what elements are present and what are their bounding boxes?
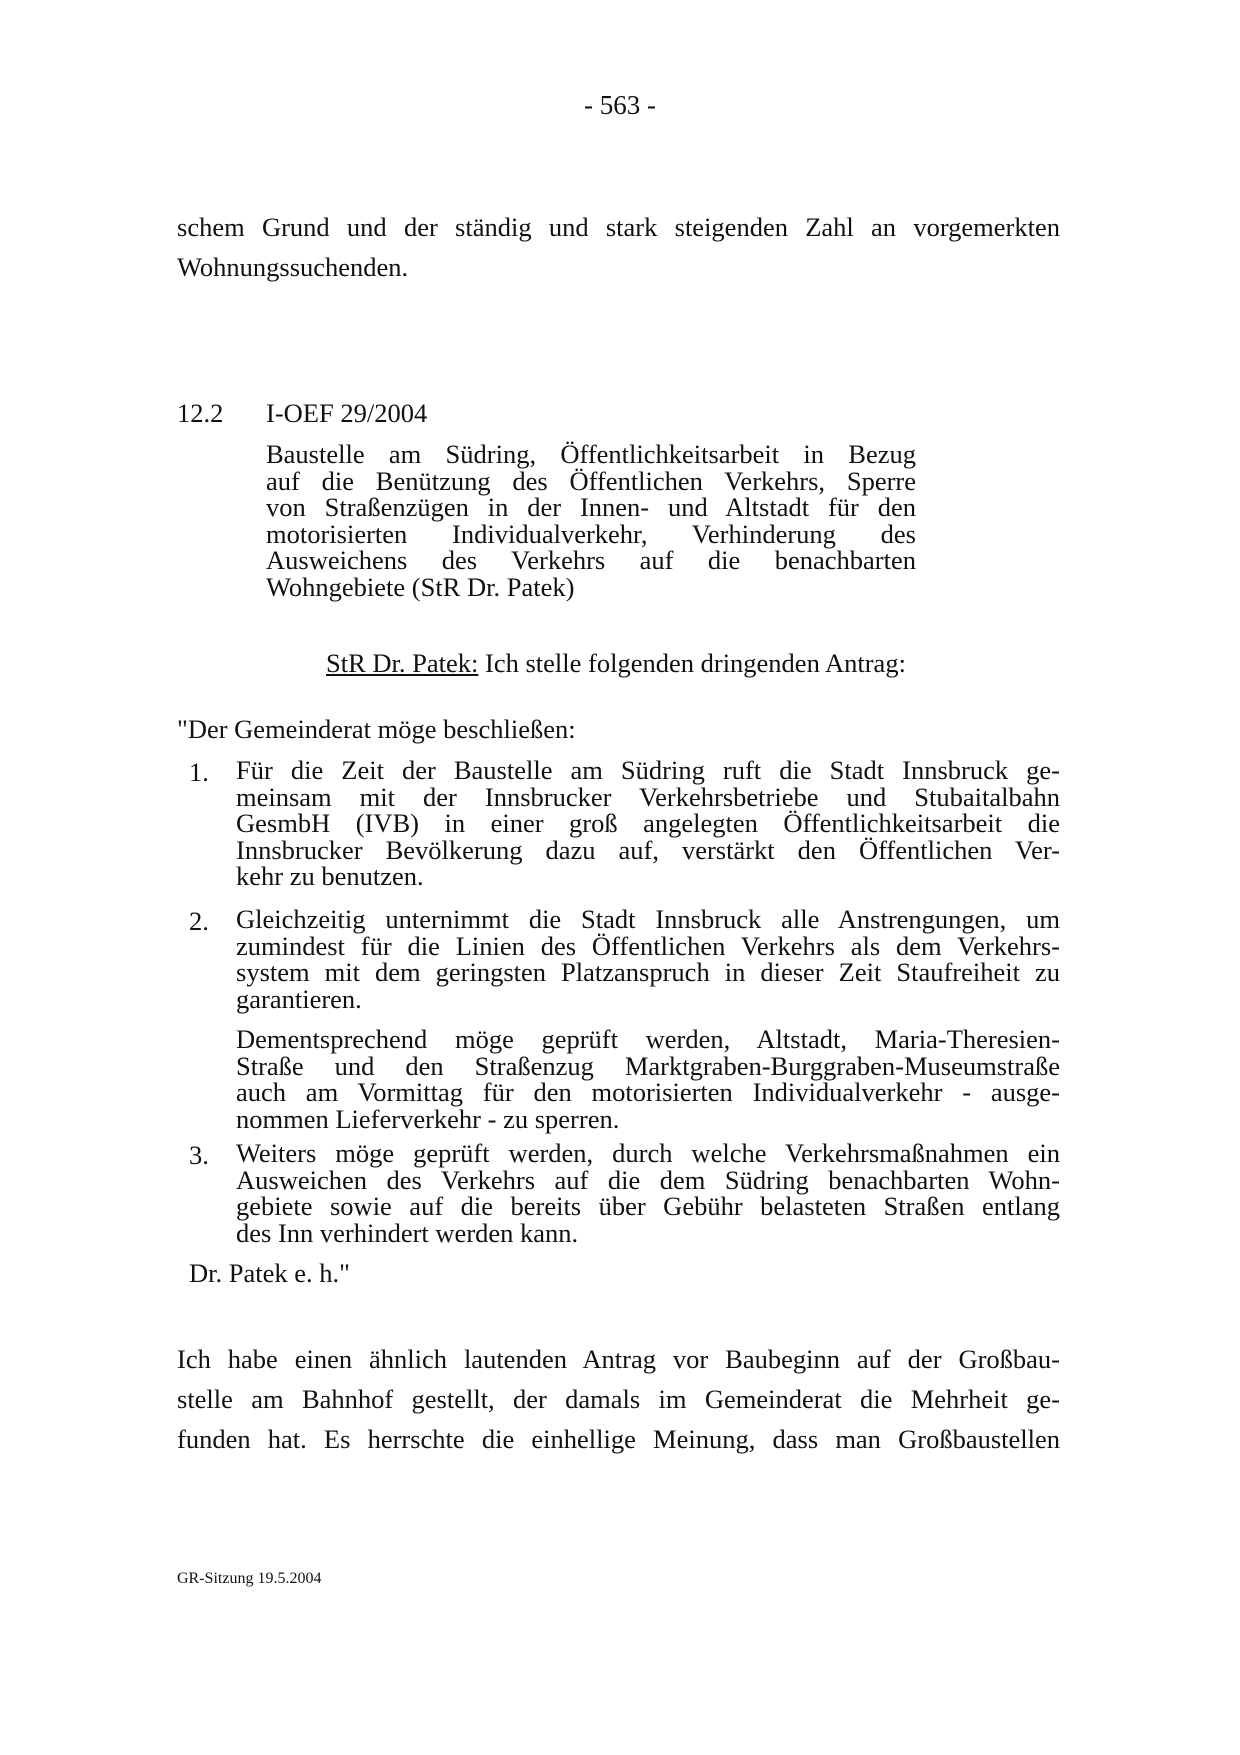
agenda-number: 12.2 [177, 398, 224, 428]
motion-line: GesmbH (IVB) in einer groß angelegten Öffentlichkeitsarbeit die [236, 808, 1060, 838]
motion-line: des Inn verhindert werden kann. [236, 1217, 579, 1248]
motion-line: Gleichzeitig unternimmt die Stadt Innsbruck alle Anstrengungen, um [236, 904, 1060, 934]
motion-line: nommen Lieferverkehr - zu sperren. [236, 1103, 620, 1134]
motion-line: Innsbrucker Bevölkerung dazu auf, verstärkt den Öffentlichen Ver- [236, 834, 1060, 865]
motion-line: Dementsprechend möge geprüft werden, Altstadt, Maria-Theresien- [236, 1024, 1060, 1054]
motion-line: garantieren. [236, 983, 362, 1014]
motion-intro: "Der Gemeinderat möge beschließen: [177, 714, 576, 744]
agenda-title-line: auf die Benützung des Öffentlichen Verkehrs, Sperre [266, 465, 916, 496]
motion-line: Ausweichen des Verkehrs auf die dem Südring benachbarten Wohn- [236, 1164, 1060, 1195]
speaker-name: StR Dr. Patek: [326, 648, 479, 678]
motion-line: Weiters möge geprüft werden, durch welche Verkehrsmaßnahmen ein [236, 1138, 1060, 1168]
motion-item-body [236, 1140, 1060, 1246]
motion-line: zumindest für die Linien des Öffentlichen Verkehrs als dem Verkehrs- [236, 930, 1060, 961]
closing-line: stelle am Bahnhof gestellt, der damals im Gemeinderat die Mehrheit ge- [177, 1384, 1060, 1414]
closing-paragraph [177, 1339, 1060, 1459]
motion-line: meinsam mit der Innsbrucker Verkehrsbetriebe und Stubaitalbahn [236, 781, 1060, 812]
motion-item-number: 3. [189, 1140, 209, 1170]
agenda-title [266, 441, 916, 600]
motion-item-body [236, 906, 1060, 1132]
motion-item-body [236, 757, 1060, 890]
motion-line: Für die Zeit der Baustelle am Südring ruft die Stadt Innsbruck ge- [236, 755, 1060, 785]
closing-line: Ich habe einen ähnlich lautenden Antrag vor Baubeginn auf der Großbau- [177, 1344, 1060, 1374]
speaker-line [326, 648, 906, 679]
motion-item-number: 2. [189, 906, 209, 936]
footer: GR-Sitzung 19.5.2004 [177, 1570, 322, 1587]
motion-line: gebiete sowie auf die bereits über Gebühr belasteten Straßen entlang [236, 1191, 1060, 1221]
agenda-title-line: motorisierten Individualverkehr, Verhinderung des [266, 518, 916, 549]
agenda-title-line: Baustelle am Südring, Öffentlichkeitsarbeit in Bezug [266, 439, 916, 469]
motion-item-number: 1. [189, 757, 209, 787]
agenda-title-line: Ausweichens des Verkehrs auf die benachbarten [266, 545, 916, 575]
speaker-text: Ich stelle folgenden dringenden Antrag: [478, 648, 906, 678]
motion-line: kehr zu benutzen. [236, 861, 424, 891]
intro-line: Wohnungssuchenden. [177, 252, 409, 282]
closing-line: funden hat. Es herrschte die einhellige Meinung, dass man Großbaustellen [177, 1424, 1060, 1454]
agenda-title-line: Wohngebiete (StR Dr. Patek) [266, 571, 575, 602]
intro-line: schem Grund und der ständig und stark steigenden Zahl an vorgemerkten [177, 212, 1060, 242]
motion-line: auch am Vormittag für den motorisierten Individualverkehr - ausge- [236, 1077, 1060, 1107]
signature: Dr. Patek e. h." [189, 1258, 350, 1288]
page-number: - 563 - [584, 90, 656, 120]
agenda-title-line: von Straßenzügen in der Innen- und Altstadt für den [266, 492, 916, 522]
motion-line: system mit dem geringsten Platzanspruch in dieser Zeit Staufreiheit zu [236, 957, 1060, 987]
motion-line: Straße und den Straßenzug Marktgraben-Burggraben-Museumstraße [236, 1050, 1060, 1081]
intro-paragraph [177, 207, 1060, 287]
agenda-code: I-OEF 29/2004 [266, 398, 428, 428]
